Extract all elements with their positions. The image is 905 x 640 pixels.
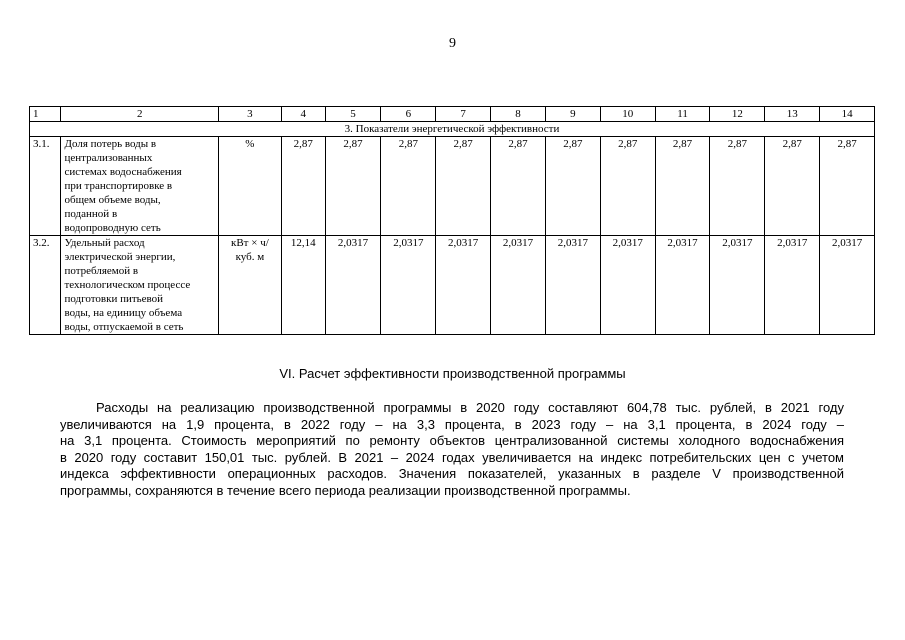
value-cell: 2,0317 xyxy=(600,236,655,335)
table-header-cell: 11 xyxy=(655,107,710,122)
section-title: VI. Расчет эффективности производственной программы xyxy=(279,366,626,381)
paragraph-line: индекса эффективности операционных расходов. Значения показателей, указанных в разделе V производственной xyxy=(60,466,844,481)
value-cell: 2,0317 xyxy=(381,236,436,335)
paragraph-line: в 2020 году составит 150,01 тыс. рублей. В 2021 – 2024 годах увеличивается на индекс потребительских цен с учетом xyxy=(60,449,844,465)
value-cell: 2,0317 xyxy=(765,236,820,335)
value-cell: 2,87 xyxy=(491,137,546,236)
unit-cell xyxy=(218,236,281,335)
value-cell: 2,0317 xyxy=(820,236,875,335)
indicator-name-line: системах водоснабжения xyxy=(64,166,182,178)
table-header-cell: 5 xyxy=(325,107,381,122)
indicator-name-line: Доля потерь воды в xyxy=(64,138,157,150)
table-header-cell: 6 xyxy=(381,107,436,122)
indicators-table xyxy=(29,106,875,335)
page-number: 9 xyxy=(449,36,456,51)
value-cell: 2,87 xyxy=(765,137,820,236)
table-header-cell: 13 xyxy=(765,107,820,122)
value-cell: 2,87 xyxy=(545,137,600,236)
value-cell: 2,87 xyxy=(381,137,436,236)
value-cell: 2,0317 xyxy=(710,236,765,335)
indicator-name-line: поданной в xyxy=(64,208,118,220)
value-cell: 12,14 xyxy=(281,236,325,335)
value-cell: 2,0317 xyxy=(491,236,546,335)
table-row xyxy=(30,137,875,236)
value-cell: 2,87 xyxy=(600,137,655,236)
indicator-name-line: централизованных xyxy=(64,152,153,164)
table-header-cell: 10 xyxy=(600,107,655,122)
table-header-cell: 1 xyxy=(30,107,61,122)
indicator-name-line: электрической энергии, xyxy=(64,251,176,263)
body-paragraph xyxy=(60,400,844,499)
table-header-cell: 8 xyxy=(491,107,546,122)
value-cell: 2,0317 xyxy=(655,236,710,335)
value-cell: 2,0317 xyxy=(325,236,381,335)
paragraph-line: Расходы на реализацию производственной программы в 2020 году составляют 604,78 тыс. рублей, в 2021 году xyxy=(96,400,844,415)
table-header-row xyxy=(30,107,875,122)
indicator-name-line: воды, на единицу объема xyxy=(64,307,183,319)
indicator-name-line: воды, отпускаемой в сеть xyxy=(64,321,184,333)
unit-line: кВт × ч/ xyxy=(231,237,269,249)
table-header-cell: 14 xyxy=(820,107,875,122)
indicator-name xyxy=(61,236,218,335)
row-number: 3.2. xyxy=(30,236,61,335)
table-header-cell: 9 xyxy=(545,107,600,122)
table-row xyxy=(30,236,875,335)
table-section-title: 3. Показатели энергетической эффективности xyxy=(30,122,875,137)
table-header-cell: 4 xyxy=(281,107,325,122)
indicator-name-line: общем объеме воды, xyxy=(64,194,161,206)
table-header-cell: 3 xyxy=(218,107,281,122)
indicator-name-line: технологическом процессе xyxy=(64,279,191,291)
unit-line: куб. м xyxy=(235,251,265,263)
paragraph-line: увеличиваются на 1,9 процента, в 2022 году – на 3,3 процента, в 2023 году – на 3,1 процента, в 2024 году – xyxy=(60,416,844,432)
table-header-cell: 12 xyxy=(710,107,765,122)
value-cell: 2,87 xyxy=(436,137,491,236)
row-number: 3.1. xyxy=(30,137,61,236)
value-cell: 2,0317 xyxy=(436,236,491,335)
indicator-name-line: водопроводную сеть xyxy=(64,222,161,234)
indicator-name-line: подготовки питьевой xyxy=(64,293,164,305)
table-header-cell: 7 xyxy=(436,107,491,122)
paragraph-line: программы, сохраняются в течение всего периода реализации производственной программы. xyxy=(60,482,631,498)
value-cell: 2,87 xyxy=(655,137,710,236)
unit-cell xyxy=(218,137,281,236)
unit-line: % xyxy=(245,138,255,150)
indicator-name xyxy=(61,137,218,236)
paragraph-line: на 3,1 процента. Стоимость мероприятий по ремонту объектов централизованной системы холодного водоснабжения xyxy=(60,433,844,448)
indicator-name-line: при транспортировке в xyxy=(64,180,173,192)
value-cell: 2,87 xyxy=(325,137,381,236)
table-section-row xyxy=(30,122,875,137)
value-cell: 2,0317 xyxy=(545,236,600,335)
indicator-name-line: потребляемой в xyxy=(64,265,139,277)
table-header-cell: 2 xyxy=(61,107,218,122)
value-cell: 2,87 xyxy=(710,137,765,236)
value-cell: 2,87 xyxy=(281,137,325,236)
value-cell: 2,87 xyxy=(820,137,875,236)
indicator-name-line: Удельный расход xyxy=(64,237,145,249)
